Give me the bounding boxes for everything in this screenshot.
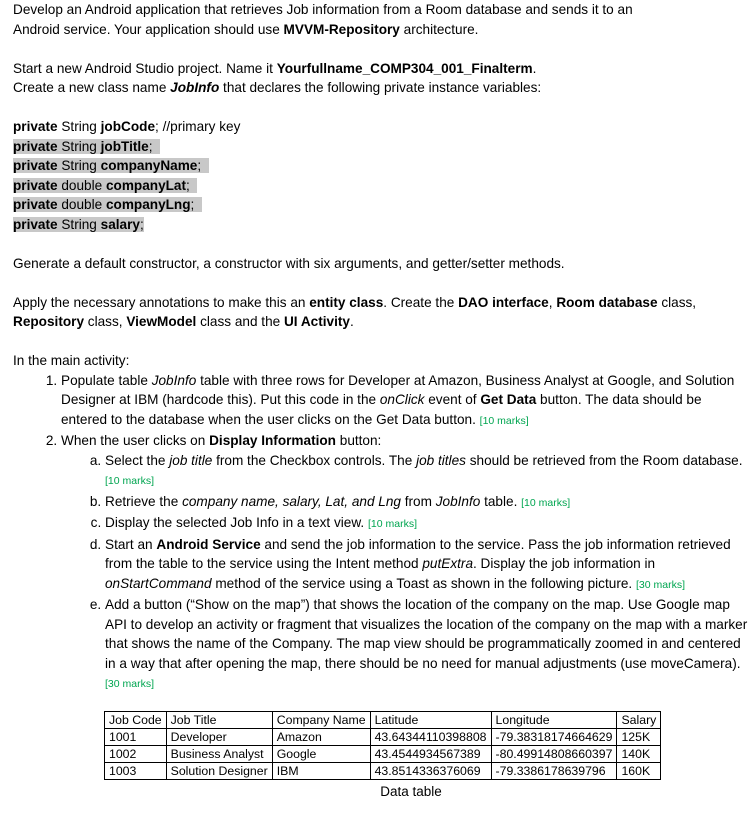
table-caption: Data table — [380, 783, 442, 799]
architecture-name: MVVM-Repository — [283, 21, 400, 37]
table-cell: 43.64344110398808 — [370, 728, 491, 745]
table-header-row — [105, 711, 661, 728]
variable-line: private String jobTitle; — [13, 137, 748, 157]
marks-badge: [30 marks] — [635, 578, 685, 591]
main-activity-heading: In the main activity: — [13, 353, 130, 368]
table-cell: Developer — [166, 728, 272, 745]
table-cell: 43.4544934567389 — [370, 745, 491, 762]
list-item: 2. When the user clicks on Display Information button: a. Select the job title from the Checkbox controls. The job titles should be retrieved from the Room database. [10 marks] b. Retrieve the company name, salary, Lat, and Lng from JobInfo table. [10 marks] c. Display the selected Job Info in a text view. [10 marks] d. Start an Android Service and send the job information to the service. Pass the job information retrieved from the table to the service using the Intent method putExtra. Display the job information in onStartCommand method of the service using a Toast as shown in the following picture. [30 marks] e. Add a button (“Show on the map”) that shows the location of the company on the map. Use Google map API to develop an activity or fragment that visualizes the location of the company on the map with a marker that shows the name of the Company. The map view should be programmatically zoomed in and centered in a way that after opening the map, there should be no need for manual adjustments (use moveCamera). [30 marks] — [61, 431, 748, 695]
marks-badge: [10 marks] — [479, 414, 529, 427]
variable-line: private String jobCode; //primary key — [13, 119, 241, 134]
table-header-cell: Job Title — [166, 711, 272, 728]
marks-badge: [10 marks] — [105, 475, 155, 487]
table-header-cell: Latitude — [370, 711, 491, 728]
table-row — [105, 728, 661, 745]
table-header-cell: Salary — [617, 711, 661, 728]
intro-line-1: Develop an Android application that retrieves Job information from a Room database and sends it to an — [13, 2, 633, 17]
table-cell: 125K — [617, 728, 661, 745]
table-header-cell: Company Name — [272, 711, 370, 728]
list-item: 1. Populate table JobInfo table with three rows for Developer at Amazon, Business Analyst at Google, and Solution Designer at IBM (hardcode this). Put this code in the onClick event of Get Data button. The data should be entered to the database when the user clicks on the Get Data button. [10 marks] — [61, 371, 748, 432]
marks-badge: [10 marks] — [367, 518, 417, 530]
table-row — [105, 762, 661, 779]
table-cell: Solution Designer — [166, 762, 272, 779]
table-cell: -80.49914808660397 — [491, 745, 617, 762]
intro-paragraph: Develop an Android application that retrieves Job information from a Room database and sends it to an Android service. Your application should use MVVM-Repository architecture. — [13, 2, 633, 37]
variable-list — [13, 117, 748, 234]
data-table — [104, 711, 661, 780]
table-cell: 1002 — [105, 745, 167, 762]
annotations-paragraph: Apply the necessary annotations to make this an entity class. Create the DAO interface, Room database class, Repository class, ViewModel class and the UI Activity. — [13, 294, 697, 329]
table-cell: Amazon — [272, 728, 370, 745]
variable-line: private double companyLng; — [13, 195, 748, 215]
table-cell: -79.3386178639796 — [491, 762, 617, 779]
variable-line: private String salary; — [13, 216, 144, 232]
variable-line: private double companyLat; — [13, 176, 748, 196]
project-paragraph: Start a new Android Studio project. Name it Yourfullname_COMP304_001_Finalterm. Create a new class name JobInfo that declares the following private instance variables: — [13, 60, 542, 95]
table-cell: IBM — [272, 762, 370, 779]
marks-badge: [10 marks] — [521, 496, 571, 509]
list-item: d. Start an Android Service and send the job information to the service. Pass the job information retrieved from the table to the service using the Intent method putExtra. Display the job information in onStartCommand method of the service using a Toast as shown in the following picture. [30 marks] — [105, 535, 748, 596]
table-header-cell: Job Code — [105, 711, 167, 728]
list-item: c. Display the selected Job Info in a text view. [10 marks] — [105, 513, 748, 535]
table-cell: Google — [272, 745, 370, 762]
table-cell: 43.8514336376069 — [370, 762, 491, 779]
marks-badge: [30 marks] — [105, 678, 155, 690]
table-cell: 160K — [617, 762, 661, 779]
variable-line: private String companyName; — [13, 156, 748, 176]
table-cell: -79.38318174664629 — [491, 728, 617, 745]
list-item: e. Add a button (“Show on the map”) that shows the location of the company on the map. Use Google map API to develop an activity or fragment that visualizes the location of the company on the map with a marker that shows the name of the Company. The map view should be programmatically zoomed in and centered in a way that after opening the map, there should be no need for manual adjustments (use moveCamera). [30 marks] — [105, 595, 748, 695]
list-item: a. Select the job title from the Checkbox controls. The job titles should be retrieved from the Room database. [10 marks] — [105, 451, 748, 492]
table-cell: 1003 — [105, 762, 167, 779]
table-header-cell: Longitude — [491, 711, 617, 728]
table-row — [105, 745, 661, 762]
main-activity-list — [13, 371, 748, 695]
project-name: Yourfullname_COMP304_001_Finalterm — [276, 60, 533, 76]
display-info-sublist — [61, 451, 748, 695]
table-cell: 140K — [617, 745, 661, 762]
class-name: JobInfo — [170, 80, 220, 95]
constructor-paragraph: Generate a default constructor, a constructor with six arguments, and getter/setter methods. — [13, 255, 565, 271]
list-item: b. Retrieve the company name, salary, Lat, and Lng from JobInfo table. [10 marks] — [105, 492, 748, 514]
table-cell: 1001 — [105, 728, 167, 745]
table-cell: Business Analyst — [166, 745, 272, 762]
